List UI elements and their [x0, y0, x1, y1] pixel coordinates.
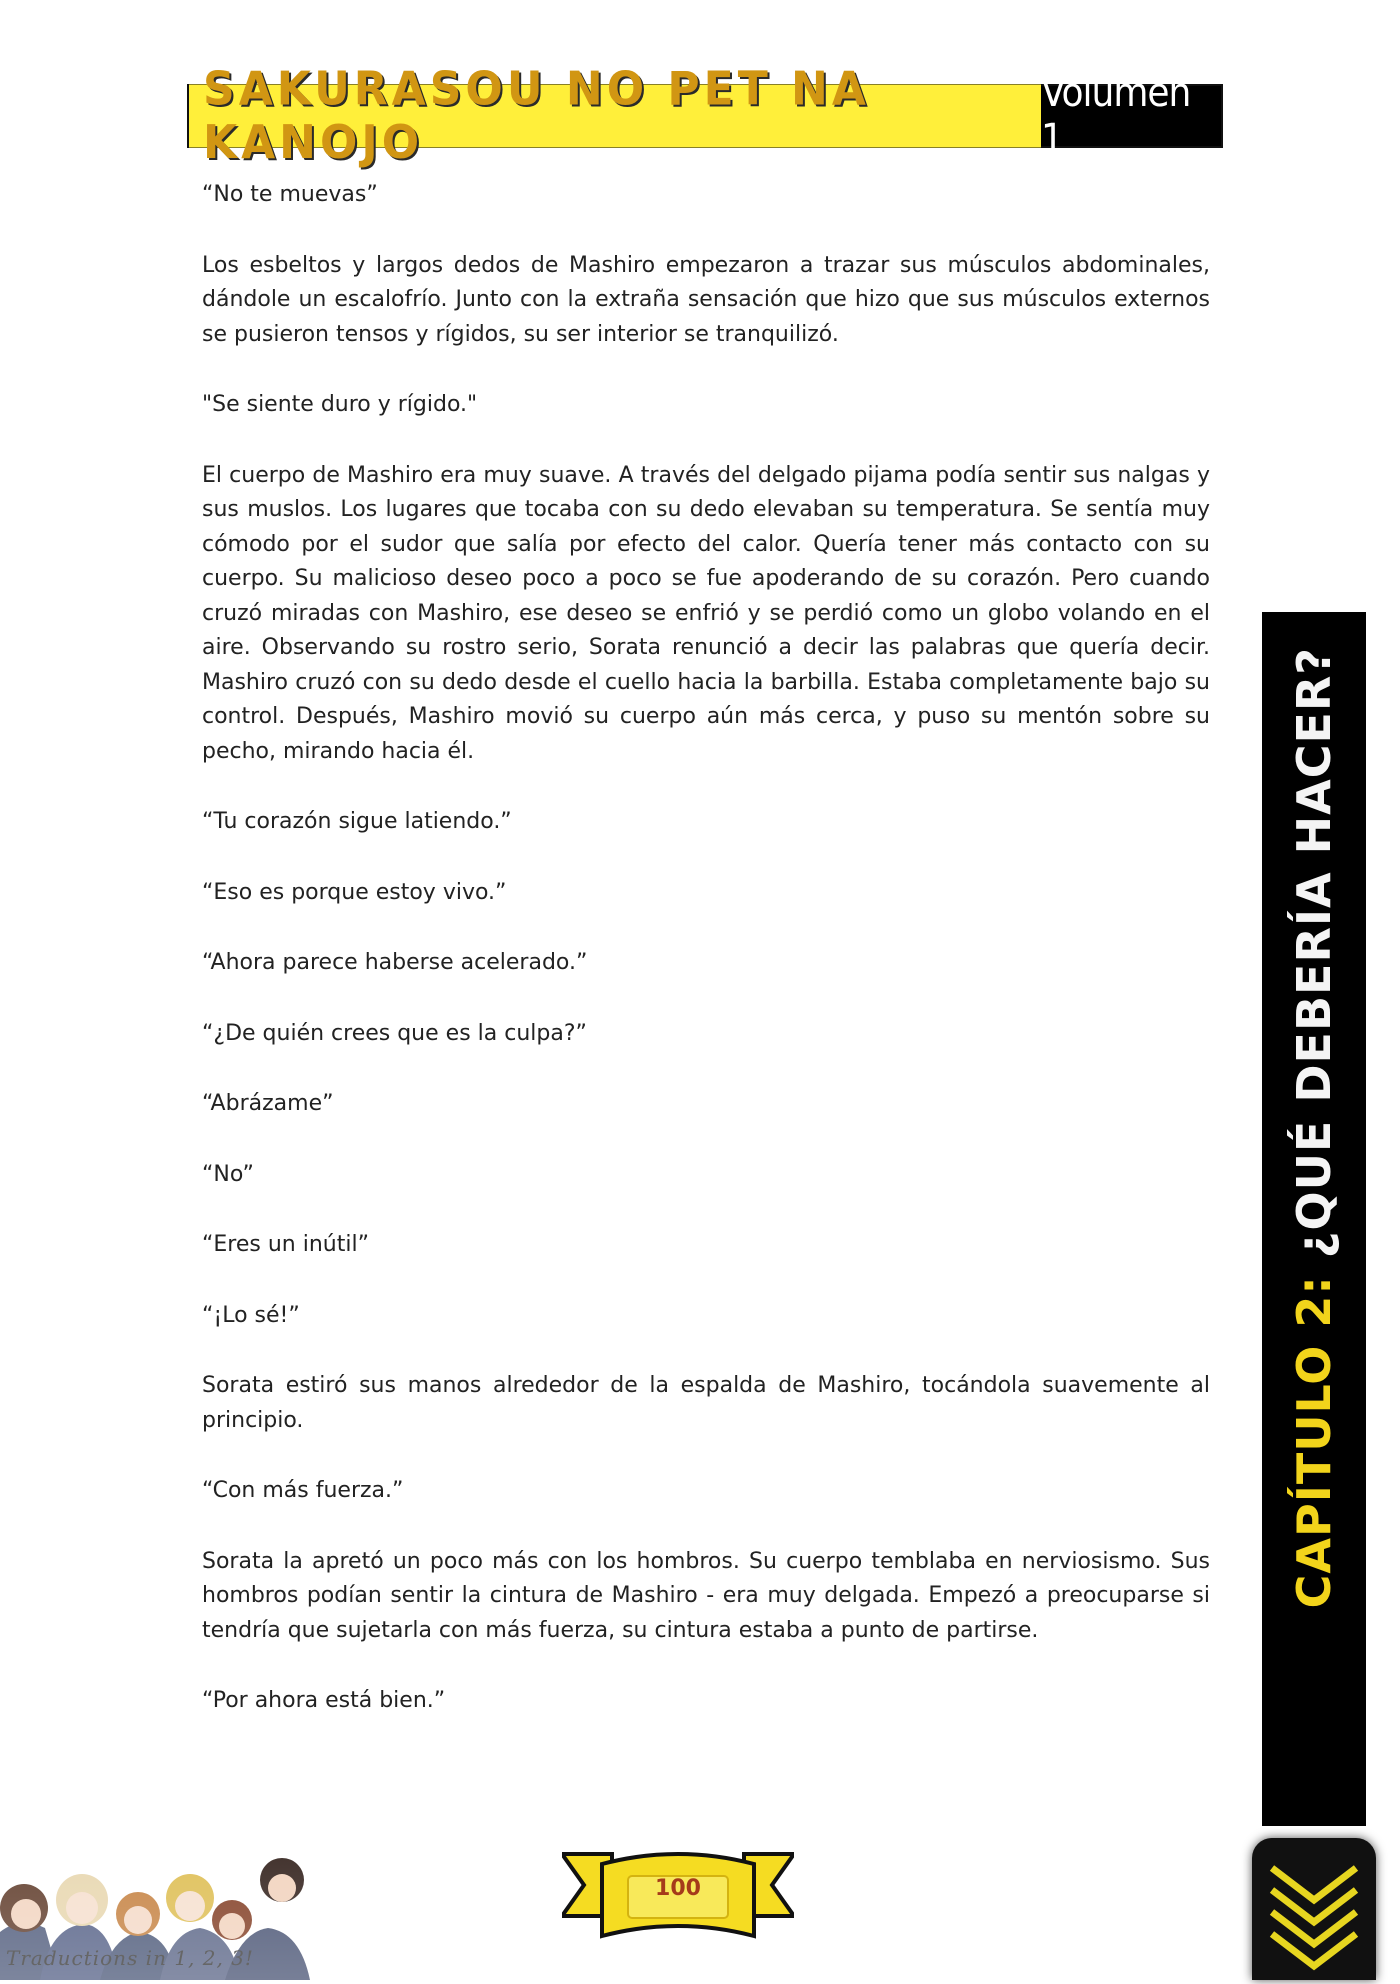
chapter-side-tab — [1262, 612, 1366, 1826]
page-body — [202, 178, 1210, 1755]
paragraph: “Con más fuerza.” — [202, 1478, 404, 1503]
paragraph: “¿De quién crees que es la culpa?” — [202, 1020, 587, 1046]
paragraph: “Por ahora está bien.” — [202, 1688, 446, 1713]
paragraph: El cuerpo de Mashiro era muy suave. A través del delgado pijama podía sentir sus nalgas y sus muslos. Los lugares que tocaba con su dedo elevaban su temperatura. Se sentía muy cómodo por el sudor que salía por efecto del calor. Quería tener más contacto con su cuerpo. Su malicioso deseo poco a poco se fue apoderando de su corazón. Pero cuando cruzó miradas con Mashiro, ese deseo se enfrió y se perdió como un globo volando en el aire. Observando su rostro serio, Sorata renunció a decir las palabras que quería decir. Mashiro cruzó con su dedo desde el cuello hacia la barbilla. Estaba completamente bajo su control. Después, Mashiro movió su cuerpo aún más cerca, y puso su mentón sobre su pecho, mirando hacia él. — [202, 462, 1210, 764]
paragraph: Sorata la apretó un poco más con los hombros. Su cuerpo temblaba en nerviosismo. Sus hombros podían sentir la cintura de Mashiro - era muy delgada. Empezó a preocuparse si tendría que sujetarla con más fuerza, su cintura estaba a punto de partirse. — [202, 1548, 1210, 1643]
chevron-down-icon — [1252, 1838, 1376, 1980]
paragraph: “No” — [202, 1161, 254, 1187]
chapter-heading — [1284, 612, 1344, 1812]
paragraph: “Ahora parece haberse acelerado.” — [202, 950, 588, 975]
paragraph: “Abrázame” — [202, 1091, 334, 1116]
paragraph: “Eso es porque estoy vivo.” — [202, 879, 507, 905]
paragraph: "Se siente duro y rígido." — [202, 392, 478, 417]
header-banner — [187, 62, 1223, 170]
paragraph: Los esbeltos y largos dedos de Mashiro empezaron a trazar sus músculos abdominales, dándole un escalofrío. Junto con la extraña sensación que hizo que sus músculos externos se pusieron tensos y rígidos, su ser interior se tranquilizó. — [202, 252, 1210, 347]
paragraph: “Eres un inútil” — [202, 1232, 369, 1257]
paragraph: “Tu corazón sigue latiendo.” — [202, 809, 512, 834]
paragraph: “¡Lo sé!” — [202, 1302, 300, 1328]
volume-label: Volumen 1 — [1041, 86, 1221, 146]
translator-credit: Traductions in 1, 2, 3! — [6, 1946, 254, 1970]
chapter-label: CAPÍTULO 2: — [1287, 1275, 1341, 1609]
book-title: SAKURASOU NO PET NA KANOJO — [189, 85, 1041, 148]
paragraph: Sorata estiró sus manos alrededor de la espalda de Mashiro, tocándola suavemente al principio. — [202, 1373, 1210, 1433]
page-number: 100 — [655, 1876, 701, 1901]
chapter-title: ¿QUÉ DEBERÍA HACER? — [1287, 647, 1341, 1259]
paragraph: “No te muevas” — [202, 182, 378, 207]
